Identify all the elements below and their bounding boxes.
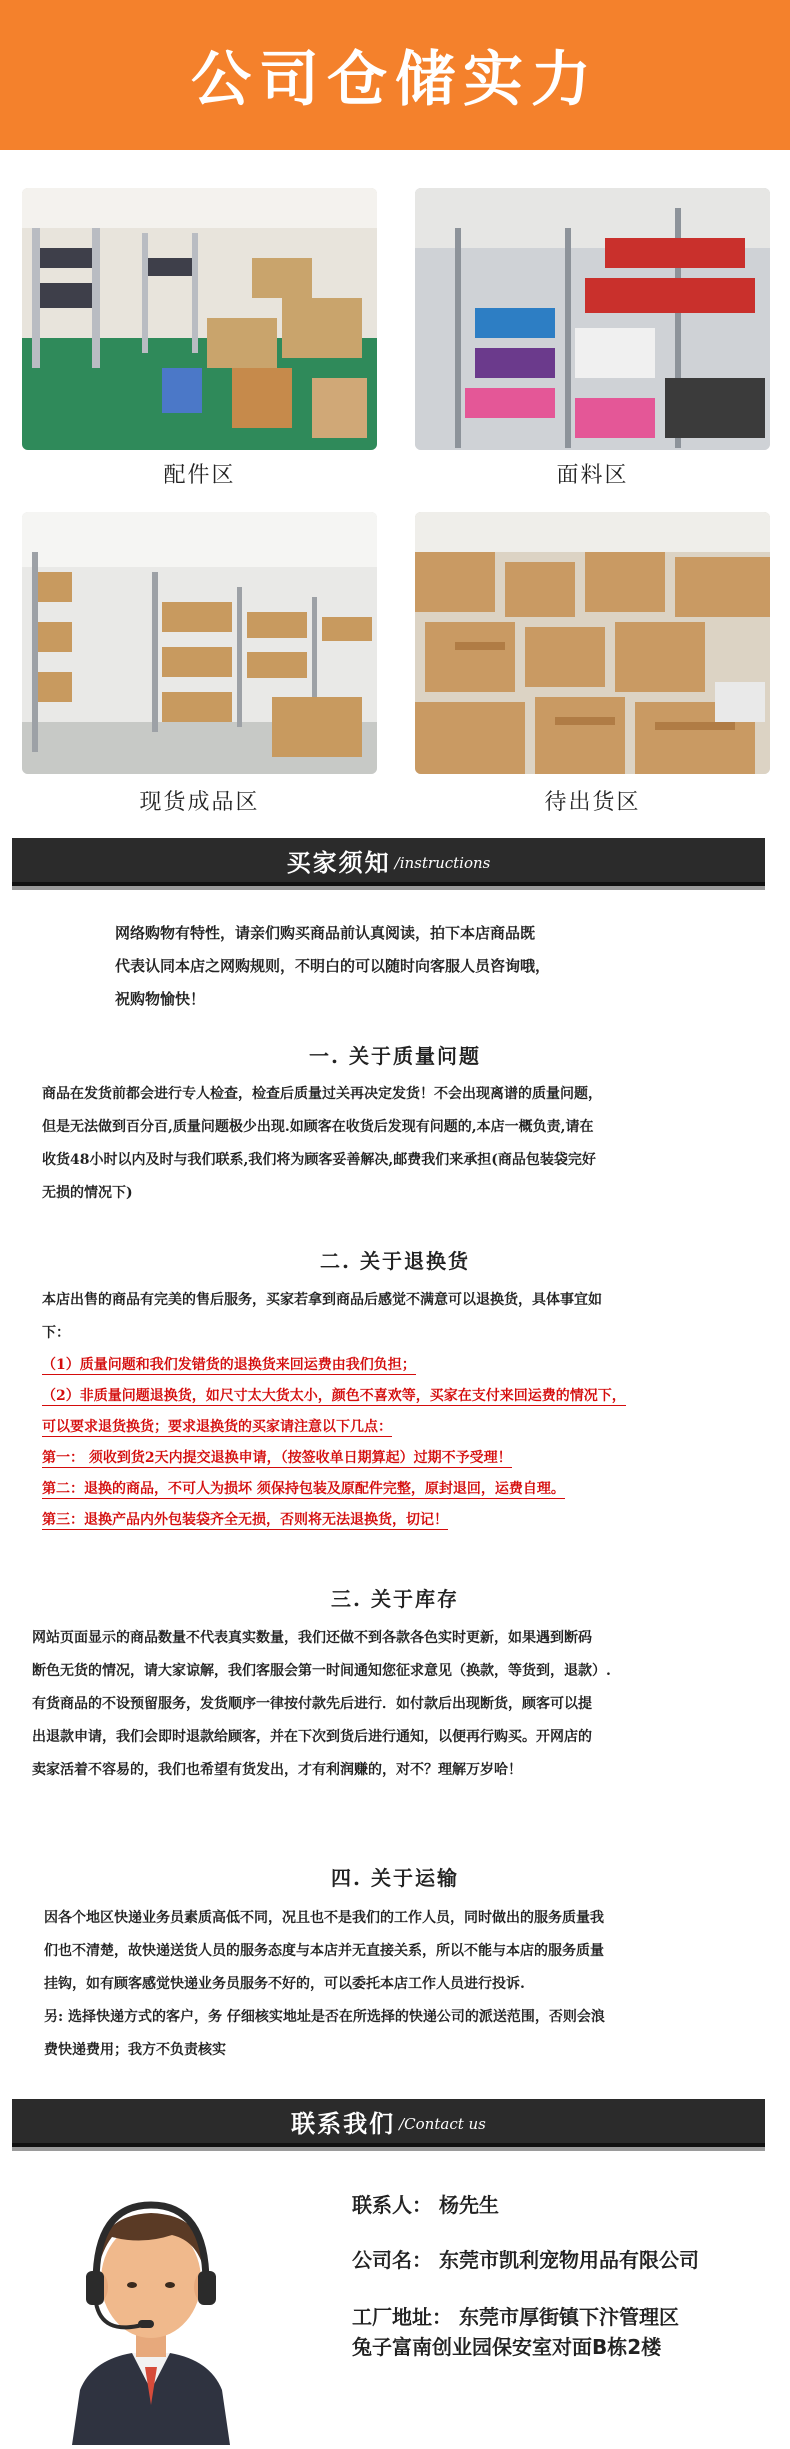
returns-rule: 第一： 须收到货2天内提交退换申请，（按签收单日期算起）过期不予受理！: [42, 1450, 512, 1466]
contact-bar: [12, 2099, 765, 2147]
stock-line: 有货商品的不设预留服务，发货顺序一律按付款先后进行．如付款后出现断货，顾客可以提: [32, 1696, 592, 1712]
returns-rule: 第三：退换产品内外包装袋齐全无损，否则将无法退换货，切记！: [42, 1512, 448, 1528]
returns-rules: [42, 1350, 626, 1536]
shipping-line: 费快递费用；我方不负责核实: [44, 2042, 226, 2058]
stock-line: 网站页面显示的商品数量不代表真实数量，我们还做不到各款各色实时更新，如果遇到断码: [32, 1630, 592, 1646]
returns-line: 下：: [42, 1325, 70, 1341]
shipping-line: 挂钩，如有顾客感觉快递业务员服务不好的，可以委托本店工作人员进行投诉.: [44, 1976, 525, 1992]
contact-bar-subtitle: /Contact us: [399, 2115, 486, 2133]
returns-rule: （2）非质量问题退换货，如尺寸太大货太小，颜色不喜欢等，买家在支付来回运费的情况下，: [42, 1388, 626, 1404]
intro-text: [115, 917, 675, 1016]
returns-rule: 可以要求退货换货；要求退换货的买家请注意以下几点：: [42, 1419, 392, 1435]
returns-rule: （1）质量问题和我们发错货的退换货来回运费由我们负担；: [42, 1357, 416, 1373]
intro-line: 代表认同本店之网购规则，不明白的可以随时向客服人员咨询哦，: [115, 957, 551, 975]
customer-service-avatar-icon: [62, 2175, 240, 2445]
shipping-text: [44, 1902, 605, 2067]
returns-text: [42, 1284, 602, 1350]
pending-shipment-warehouse-photo: [415, 512, 770, 774]
contact-person: [352, 2190, 499, 2220]
returns-heading: 二. 关于退换货: [320, 1249, 470, 1273]
returns-line: 本店出售的商品有完美的售后服务，买家若拿到商品后感觉不满意可以退换货，具体事宜如: [42, 1292, 602, 1308]
contact-address: [352, 2302, 679, 2362]
finished-goods-warehouse-photo: [22, 512, 377, 774]
quality-line: 收货48小时以内及时与我们联系,我们将为顾客妥善解决,邮费我们来承担(商品包装袋完好: [42, 1152, 596, 1168]
shipping-line: 因各个地区快递业务员素质高低不同，况且也不是我们的工作人员，同时做出的服务质量我: [44, 1910, 604, 1926]
contact-address-line: 兔子富南创业园保安室对面B栋2楼: [352, 2335, 662, 2359]
stock-heading: 三. 关于库存: [331, 1587, 459, 1611]
shipping-line: 们也不清楚，故快递送货人员的服务态度与本店并无直接关系，所以不能与本店的服务质量: [44, 1943, 604, 1959]
top-banner: [0, 0, 790, 150]
contact-company-text: 公司名： 东莞市凯利宠物用品有限公司: [352, 2248, 699, 2272]
instructions-bar: [12, 838, 765, 886]
instructions-bar-subtitle: /instructions: [394, 854, 491, 872]
stock-line: 断色无货的情况，请大家谅解，我们客服会第一时间通知您征求意见（换款，等货到，退款）.: [32, 1663, 611, 1679]
stock-text: [32, 1622, 611, 1787]
accessories-caption: 配件区: [163, 463, 236, 488]
stock-line: 卖家活着不容易的，我们也希望有货发出，才有利润赚的，对不？理解万岁哈！: [32, 1762, 522, 1778]
quality-line: 无损的情况下): [42, 1185, 133, 1201]
shipping-line: 另: 选择快递方式的客户，务 仔细核实地址是否在所选择的快递公司的派送范围，否则会浪: [44, 2009, 605, 2025]
intro-line: 祝购物愉快！: [115, 990, 206, 1008]
banner-title: 公司仓储实力: [191, 45, 599, 115]
contact-address-line: 工厂地址： 东莞市厚街镇下汴管理区: [352, 2305, 679, 2329]
shipping-heading: 四. 关于运输: [331, 1866, 459, 1890]
instructions-bar-title: 买家须知: [286, 847, 391, 877]
fabric-warehouse-photo: [415, 188, 770, 450]
contact-company: [352, 2245, 699, 2275]
accessories-warehouse-photo: [22, 188, 377, 450]
fabric-caption: 面料区: [556, 463, 629, 488]
quality-text: [42, 1078, 602, 1210]
intro-line: 网络购物有特性，请亲们购买商品前认真阅读，拍下本店商品既: [115, 924, 536, 942]
quality-line: 商品在发货前都会进行专人检查，检查后质量过关再决定发货！不会出现离谱的质量问题，: [42, 1086, 602, 1102]
quality-line: 但是无法做到百分百,质量问题极少出现.如顾客在收货后发现有问题的,本店一概负责,请在: [42, 1119, 594, 1135]
quality-heading: 一. 关于质量问题: [309, 1044, 481, 1068]
contact-person-text: 联系人： 杨先生: [352, 2193, 499, 2217]
pending-shipment-caption: 待出货区: [544, 790, 641, 815]
stock-line: 出退款申请，我们会即时退款给顾客，并在下次到货后进行通知，以便再行购买。开网店的: [32, 1729, 592, 1745]
contact-bar-title: 联系我们: [291, 2108, 396, 2138]
returns-rule: 第二：退换的商品，不可人为损坏 须保持包装及原配件完整，原封退回，运费自理。: [42, 1481, 565, 1497]
finished-goods-caption: 现货成品区: [139, 790, 260, 815]
